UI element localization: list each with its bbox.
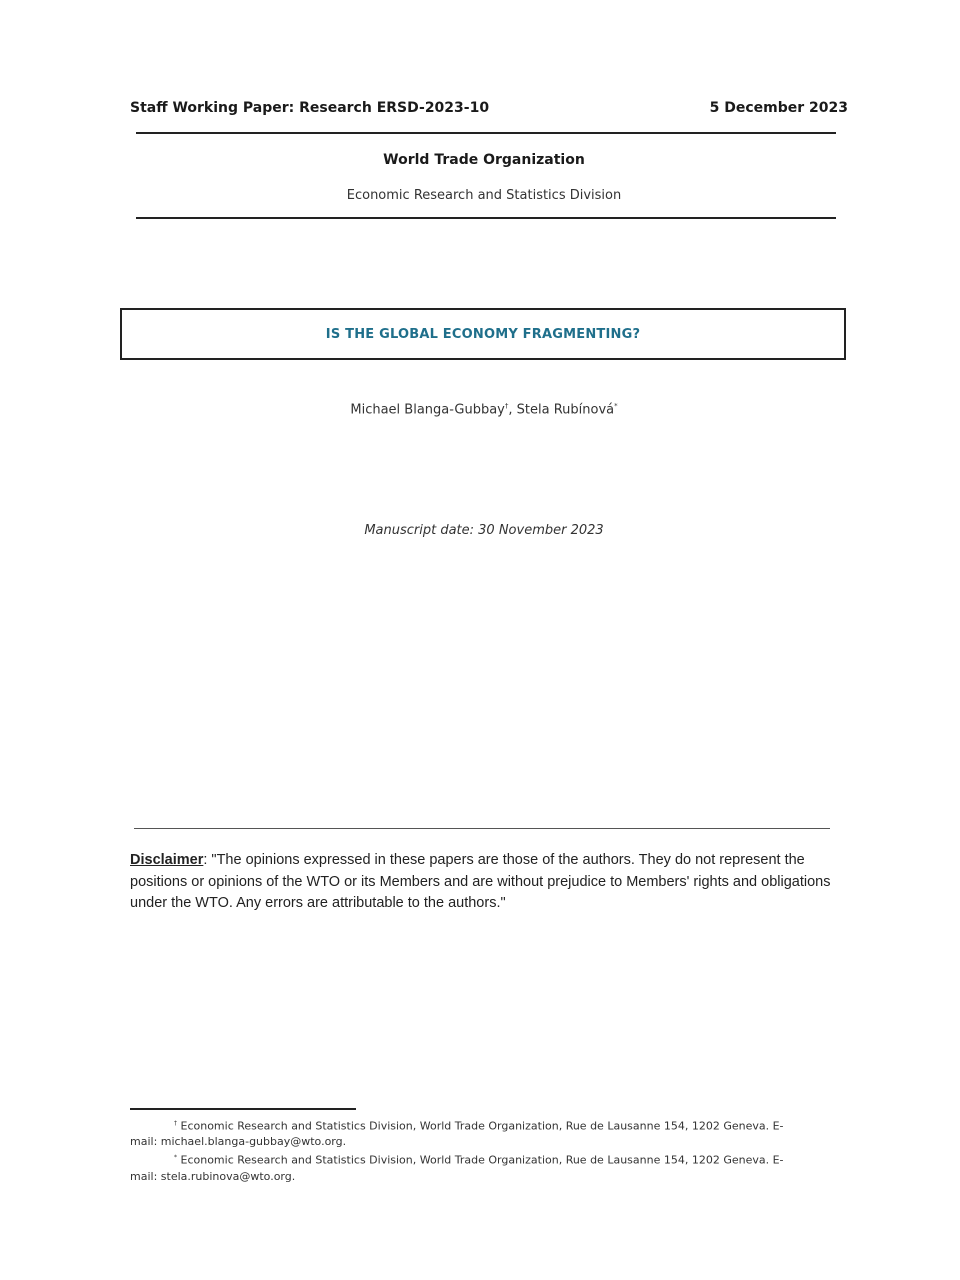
author-name: Michael Blanga-Gubbay [350,402,505,418]
footnote-text: Economic Research and Statistics Division, World Trade Organization, Rue de Lausanne 154, 1202 Geneva. E-mail: stela.rubinova@wto.org. [130,1153,784,1183]
footnote-text: Economic Research and Statistics Division, World Trade Organization, Rue de Lausanne 154, 1202 Geneva. E-mail: michael.blanga-gubbay@wto.org. [130,1119,784,1149]
footnote-mark: † [174,1120,177,1127]
division-rule [136,217,836,219]
header-rule [136,132,836,134]
title-box [120,308,846,360]
disclaimer [130,850,850,915]
footnote-mark: * [174,1154,177,1162]
disclaimer-label: Disclaimer [130,852,204,868]
paper-title: IS THE GLOBAL ECONOMY FRAGMENTING? [325,326,641,342]
organization-name: World Trade Organization [383,152,585,168]
disclaimer-text: : "The opinions expressed in these papers are those of the authors. They do not represent the positions or opinions of the WTO or its Members and are without prejudice to Members' rights and obligations under the WTO. Any errors are attributable to the authors." [130,852,831,911]
series-label: Staff Working Paper: Research ERSD-2023-10 [130,100,490,116]
author-list [0,402,960,417]
author-footnote-mark: * [614,402,618,410]
footnote [130,1150,790,1184]
author-separator: , [508,402,517,418]
author-footnote-mark: † [504,402,509,410]
division-name: Economic Research and Statistics Division [346,188,622,203]
footnote-rule [130,1108,356,1110]
disclaimer-rule [134,828,830,829]
publication-date: 5 December 2023 [709,100,848,116]
footnotes [130,1116,790,1185]
author-name: Stela Rubínová [516,402,615,418]
footnote [130,1116,790,1150]
manuscript-date: Manuscript date: 30 November 2023 [364,523,604,538]
